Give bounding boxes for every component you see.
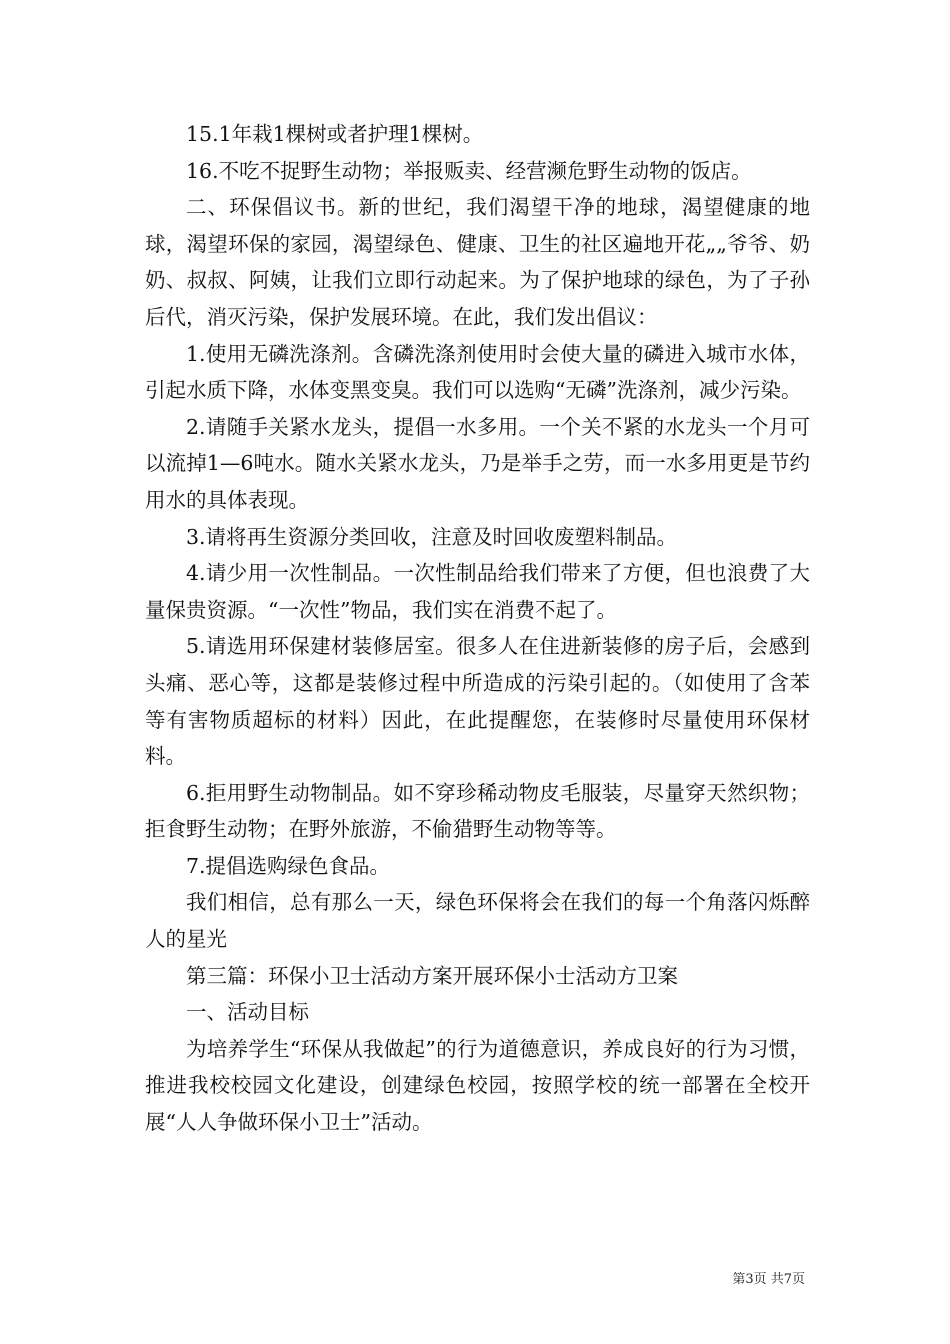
- paragraph-proposal-1: 1.使用无磷洗涤剂。含磷洗涤剂使用时会使大量的磷进入城市水体，引起水质下降，水体变黑变臭。我们可以选购“无磷”洗涤剂，减少污染。: [145, 341, 810, 403]
- paragraph-closing: 我们相信，总有那么一天，绿色环保将会在我们的每一个角落闪烁醉人的星光: [145, 890, 810, 952]
- paragraph-proposal-6: 6.拒用野生动物制品。如不穿珍稀动物皮毛服装，尽量穿天然织物；拒食野生动物；在野外旅游，不偷猎野生动物等等。: [145, 780, 810, 842]
- page-number: 第3页 共7页: [732, 1272, 805, 1287]
- document-body: [145, 116, 810, 1141]
- paragraph-item-16: 16.不吃不捉野生动物；举报贩卖、经营濒危野生动物的饭店。: [186, 158, 752, 183]
- paragraph-proposal-4: 4.请少用一次性制品。一次性制品给我们带来了方便，但也浪费了大量保贵资源。“一次性”物品，我们实在消费不起了。: [145, 561, 810, 622]
- paragraph-item-15: 15.1年栽1棵树或者护理1棵树。: [186, 122, 484, 146]
- paragraph-proposal-3: 3.请将再生资源分类回收，注意及时回收废塑料制品。: [186, 524, 678, 549]
- section-heading-part-three: 第三篇：环保小卫士活动方案开展环保小士活动方卫案: [186, 963, 678, 988]
- paragraph-proposal-2: 2.请随手关紧水龙头，提倡一水多用。一个关不紧的水龙头一个月可以流掉1—6吨水。随水关紧水龙头，乃是举手之劳，而一水多用更是节约用水的具体表现。: [145, 414, 810, 512]
- paragraph-proposal-intro: 二、环保倡议书。新的世纪，我们渴望干净的地球，渴望健康的地球，渴望环保的家园，渴望绿色、健康、卫生的社区遍地开花„„爷爷、奶奶、叔叔、阿姨，让我们立即行动起来。为了保护地球的绿色，为了子孙后代，消灭污染，保护发展环境。在此，我们发出倡议：: [145, 195, 810, 329]
- paragraph-proposal-7: 7.提倡选购绿色食品。: [186, 853, 391, 878]
- paragraph-proposal-5: 5.请选用环保建材装修居室。很多人在住进新装修的房子后，会感到头痛、恶心等，这都是装修过程中所造成的污染引起的。（如使用了含苯等有害物质超标的材料）因此，在此提醒您，在装修时尽量使用环保材料。: [145, 634, 810, 769]
- subheading-activity-goal: 一、活动目标: [186, 1000, 309, 1025]
- paragraph-activity-goal: 为培养学生“环保从我做起”的行为道德意识，养成良好的行为习惯，推进我校校园文化建设，创建绿色校园，按照学校的统一部署在全校开展“人人争做环保小卫士”活动。: [145, 1036, 810, 1135]
